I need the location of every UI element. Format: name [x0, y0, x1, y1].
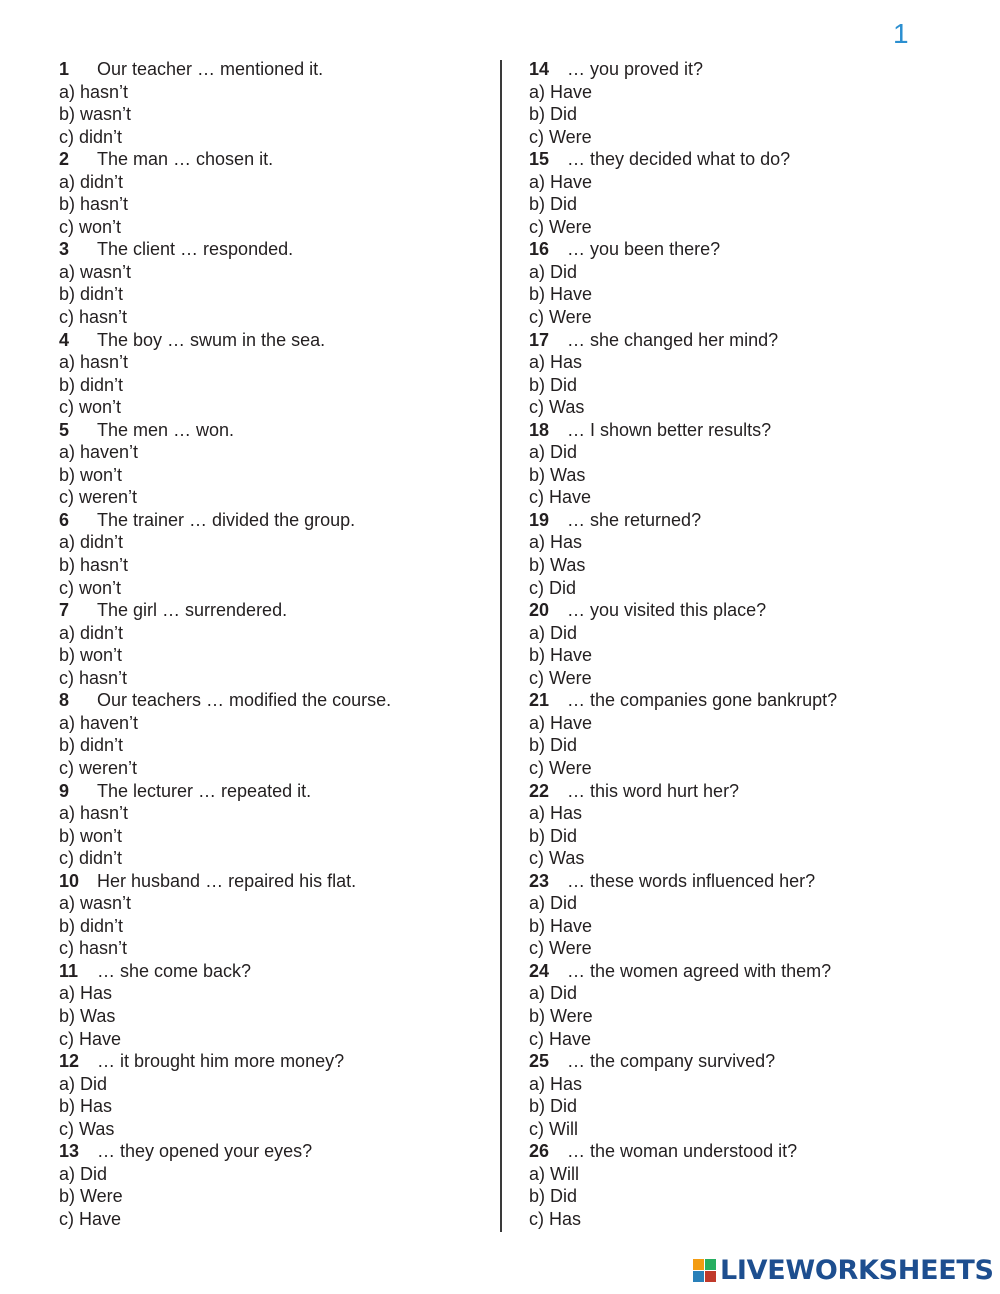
answer-option[interactable]: a) Have	[529, 712, 593, 733]
question-block	[59, 238, 489, 328]
answer-option[interactable]: a) Did	[529, 622, 578, 643]
question-block	[59, 689, 489, 779]
question-number: 13	[59, 1141, 80, 1162]
answer-option[interactable]: b) Have	[529, 915, 593, 936]
answer-option[interactable]: b) didn’t	[59, 735, 124, 756]
answer-option[interactable]: a) Did	[529, 893, 578, 914]
question-block	[59, 419, 489, 509]
answer-option[interactable]: c) Were	[529, 216, 592, 237]
question-text: … the companies gone bankrupt?	[567, 690, 838, 711]
answer-option[interactable]: b) Were	[529, 1005, 593, 1026]
question-stem	[59, 870, 489, 893]
answer-option[interactable]: b) hasn’t	[59, 555, 129, 576]
question-number: 23	[529, 870, 550, 891]
question-block	[59, 58, 489, 148]
question-text: … the women agreed with them?	[567, 960, 832, 981]
answer-option[interactable]: b) Was	[59, 1005, 116, 1026]
question-text: … the company survived?	[567, 1051, 776, 1072]
question-text: … you been there?	[567, 239, 721, 260]
question-stem	[529, 870, 969, 893]
answer-option[interactable]: b) hasn’t	[59, 194, 129, 215]
question-text: The girl … surrendered.	[97, 600, 288, 621]
question-text: Her husband … repaired his flat.	[97, 870, 357, 891]
question-number: 9	[59, 780, 70, 801]
question-text: … she changed her mind?	[567, 329, 779, 350]
question-block	[529, 780, 969, 870]
answer-option[interactable]: a) didn’t	[59, 622, 124, 643]
answer-option[interactable]: a) Did	[529, 261, 578, 282]
liveworksheets-logo-icon	[693, 1259, 716, 1282]
question-text: … you visited this place?	[567, 600, 767, 621]
question-text: … they opened your eyes?	[97, 1141, 313, 1162]
answer-option[interactable]: b) Was	[529, 464, 586, 485]
question-block	[59, 1140, 489, 1230]
question-number: 26	[529, 1141, 550, 1162]
question-stem	[529, 1050, 969, 1073]
answer-option[interactable]: c) Was	[529, 397, 585, 418]
question-number: 19	[529, 509, 550, 530]
answer-option[interactable]: b) didn’t	[59, 284, 124, 305]
answer-option[interactable]: a) Have	[529, 171, 593, 192]
question-number: 21	[529, 690, 550, 711]
answer-option[interactable]: b) Did	[529, 104, 578, 125]
question-stem	[59, 58, 489, 81]
question-stem	[59, 780, 489, 803]
answer-option[interactable]: a) Has	[529, 352, 583, 373]
answer-option[interactable]: a) Did	[59, 1073, 108, 1094]
answer-option[interactable]: a) Will	[529, 1163, 579, 1184]
question-block	[59, 780, 489, 870]
question-block	[529, 689, 969, 779]
answer-option[interactable]: a) hasn’t	[59, 803, 129, 824]
question-text: … it brought him more money?	[97, 1051, 345, 1072]
logo-square-4	[705, 1271, 716, 1282]
question-block	[59, 509, 489, 599]
answer-option[interactable]: c) Have	[59, 1028, 122, 1049]
answer-option[interactable]: a) Have	[529, 81, 593, 102]
answer-option[interactable]: a) didn’t	[59, 532, 124, 553]
question-number: 17	[529, 329, 550, 350]
brand-name: LIVEWORKSHEETS	[720, 1254, 994, 1286]
question-number: 7	[59, 600, 70, 621]
question-block	[529, 419, 969, 509]
question-stem	[529, 509, 969, 532]
question-stem	[529, 58, 969, 81]
question-block	[59, 329, 489, 419]
question-stem	[59, 509, 489, 532]
answer-option[interactable]: c) didn’t	[59, 848, 123, 869]
question-stem	[529, 148, 969, 171]
question-number: 1	[59, 59, 70, 79]
answer-option[interactable]: a) Did	[59, 1163, 108, 1184]
answer-option[interactable]: c) Were	[529, 938, 592, 959]
answer-option[interactable]: c) hasn’t	[59, 667, 128, 688]
question-block	[529, 599, 969, 689]
answer-option[interactable]: c) weren’t	[59, 757, 138, 778]
question-number: 22	[529, 780, 550, 801]
answer-option[interactable]: b) didn’t	[59, 915, 124, 936]
answer-option[interactable]: b) Were	[59, 1186, 123, 1207]
question-stem	[59, 419, 489, 442]
answer-option[interactable]: c) didn’t	[59, 126, 123, 147]
answer-option[interactable]: c) Were	[529, 757, 592, 778]
answer-option[interactable]: b) won’t	[59, 825, 123, 846]
question-stem	[529, 599, 969, 622]
question-number: 25	[529, 1051, 550, 1072]
answer-option[interactable]: c) won’t	[59, 577, 122, 598]
question-number: 10	[59, 870, 80, 891]
question-text: The man … chosen it.	[97, 149, 274, 170]
question-stem	[59, 329, 489, 352]
question-stem	[59, 148, 489, 171]
question-stem	[59, 689, 489, 712]
question-text: … you proved it?	[567, 59, 704, 79]
answer-option[interactable]: b) Was	[529, 555, 586, 576]
question-number: 24	[529, 960, 550, 981]
question-number: 14	[529, 59, 550, 79]
question-text: … she returned?	[567, 509, 702, 530]
question-text: Our teacher … mentioned it.	[97, 59, 324, 79]
answer-option[interactable]: a) Did	[529, 983, 578, 1004]
question-block	[529, 1050, 969, 1140]
answer-option[interactable]: b) won’t	[59, 645, 123, 666]
answer-option[interactable]: b) Has	[59, 1096, 113, 1117]
question-block	[59, 1050, 489, 1140]
question-text: … they decided what to do?	[567, 149, 791, 170]
question-text: The men … won.	[97, 419, 235, 440]
question-block	[529, 509, 969, 599]
question-number: 6	[59, 509, 70, 530]
brand-footer	[693, 1254, 994, 1286]
answer-option[interactable]: c) Was	[529, 848, 585, 869]
question-number: 12	[59, 1051, 80, 1072]
question-stem	[529, 1140, 969, 1163]
logo-square-2	[705, 1259, 716, 1270]
question-number: 2	[59, 149, 70, 170]
question-block	[59, 870, 489, 960]
answer-option[interactable]: c) won’t	[59, 397, 122, 418]
answer-option[interactable]: c) hasn’t	[59, 307, 128, 328]
question-block	[529, 870, 969, 960]
answer-option[interactable]: a) wasn’t	[59, 893, 132, 914]
question-number: 16	[529, 239, 550, 260]
answer-option[interactable]: b) won’t	[59, 464, 123, 485]
answer-option[interactable]: a) Has	[529, 532, 583, 553]
answer-option[interactable]: c) weren’t	[59, 487, 138, 508]
question-block	[529, 329, 969, 419]
answer-option[interactable]: c) Have	[59, 1208, 122, 1229]
question-stem	[529, 689, 969, 712]
question-stem	[529, 960, 969, 983]
answer-option[interactable]: b) Did	[529, 825, 578, 846]
question-text: … I shown better results?	[567, 419, 772, 440]
answer-option[interactable]: a) haven’t	[59, 712, 139, 733]
answer-option[interactable]: b) wasn’t	[59, 104, 132, 125]
answer-option[interactable]: c) Were	[529, 307, 592, 328]
question-text: … the woman understood it?	[567, 1141, 798, 1162]
answer-option[interactable]: a) Did	[529, 442, 578, 463]
answer-option[interactable]: c) Has	[529, 1208, 582, 1229]
answer-option[interactable]: b) didn’t	[59, 374, 124, 395]
question-stem	[529, 780, 969, 803]
question-stem	[59, 599, 489, 622]
question-number: 11	[59, 960, 79, 981]
page-number: 1	[893, 18, 909, 49]
question-block	[529, 148, 969, 238]
logo-square-3	[693, 1271, 704, 1282]
column-divider	[500, 60, 502, 1232]
answer-option[interactable]: a) didn’t	[59, 171, 124, 192]
question-block	[529, 238, 969, 328]
right-question-column	[529, 58, 969, 1230]
question-stem	[529, 238, 969, 261]
question-block	[59, 960, 489, 1050]
question-stem	[59, 1050, 489, 1073]
question-text: Our teachers … modified the course.	[97, 690, 392, 711]
answer-option[interactable]: b) Did	[529, 194, 578, 215]
question-number: 5	[59, 419, 70, 440]
answer-option[interactable]: b) Have	[529, 645, 593, 666]
question-text: … these words influenced her?	[567, 870, 816, 891]
answer-option[interactable]: a) haven’t	[59, 442, 139, 463]
answer-option[interactable]: a) hasn’t	[59, 81, 129, 102]
answer-option[interactable]: b) Did	[529, 735, 578, 756]
question-text: … this word hurt her?	[567, 780, 740, 801]
question-number: 3	[59, 239, 70, 260]
answer-option[interactable]: c) Was	[59, 1118, 115, 1139]
question-stem	[59, 960, 489, 983]
answer-option[interactable]: a) Has	[59, 983, 113, 1004]
answer-option[interactable]: c) Have	[529, 487, 592, 508]
question-stem	[529, 329, 969, 352]
question-block	[529, 1140, 969, 1230]
question-text: The lecturer … repeated it.	[97, 780, 312, 801]
answer-option[interactable]: c) Did	[529, 577, 577, 598]
answer-option[interactable]: c) Have	[529, 1028, 592, 1049]
answer-option[interactable]: a) Has	[529, 803, 583, 824]
answer-option[interactable]: a) Has	[529, 1073, 583, 1094]
answer-option[interactable]: c) Were	[529, 667, 592, 688]
question-text: … she come back?	[97, 960, 252, 981]
answer-option[interactable]: b) Did	[529, 374, 578, 395]
question-block	[59, 148, 489, 238]
answer-option[interactable]: c) won’t	[59, 216, 122, 237]
question-number: 8	[59, 690, 70, 711]
question-text: The boy … swum in the sea.	[97, 329, 326, 350]
answer-option[interactable]: b) Have	[529, 284, 593, 305]
question-block	[59, 599, 489, 689]
answer-option[interactable]: a) wasn’t	[59, 261, 132, 282]
left-question-column	[59, 58, 489, 1230]
question-number: 20	[529, 600, 550, 621]
question-block	[529, 58, 969, 148]
question-stem	[59, 1140, 489, 1163]
question-number: 15	[529, 149, 550, 170]
question-text: The client … responded.	[97, 239, 294, 260]
question-stem	[529, 419, 969, 442]
question-text: The trainer … divided the group.	[97, 509, 356, 530]
question-number: 18	[529, 419, 550, 440]
answer-option[interactable]: a) hasn’t	[59, 352, 129, 373]
question-stem	[59, 238, 489, 261]
question-block	[529, 960, 969, 1050]
answer-option[interactable]: b) Did	[529, 1186, 578, 1207]
answer-option[interactable]: c) hasn’t	[59, 938, 128, 959]
answer-option[interactable]: c) Will	[529, 1118, 578, 1139]
question-number: 4	[59, 329, 70, 350]
answer-option[interactable]: b) Did	[529, 1096, 578, 1117]
logo-square-1	[693, 1259, 704, 1270]
answer-option[interactable]: c) Were	[529, 126, 592, 147]
